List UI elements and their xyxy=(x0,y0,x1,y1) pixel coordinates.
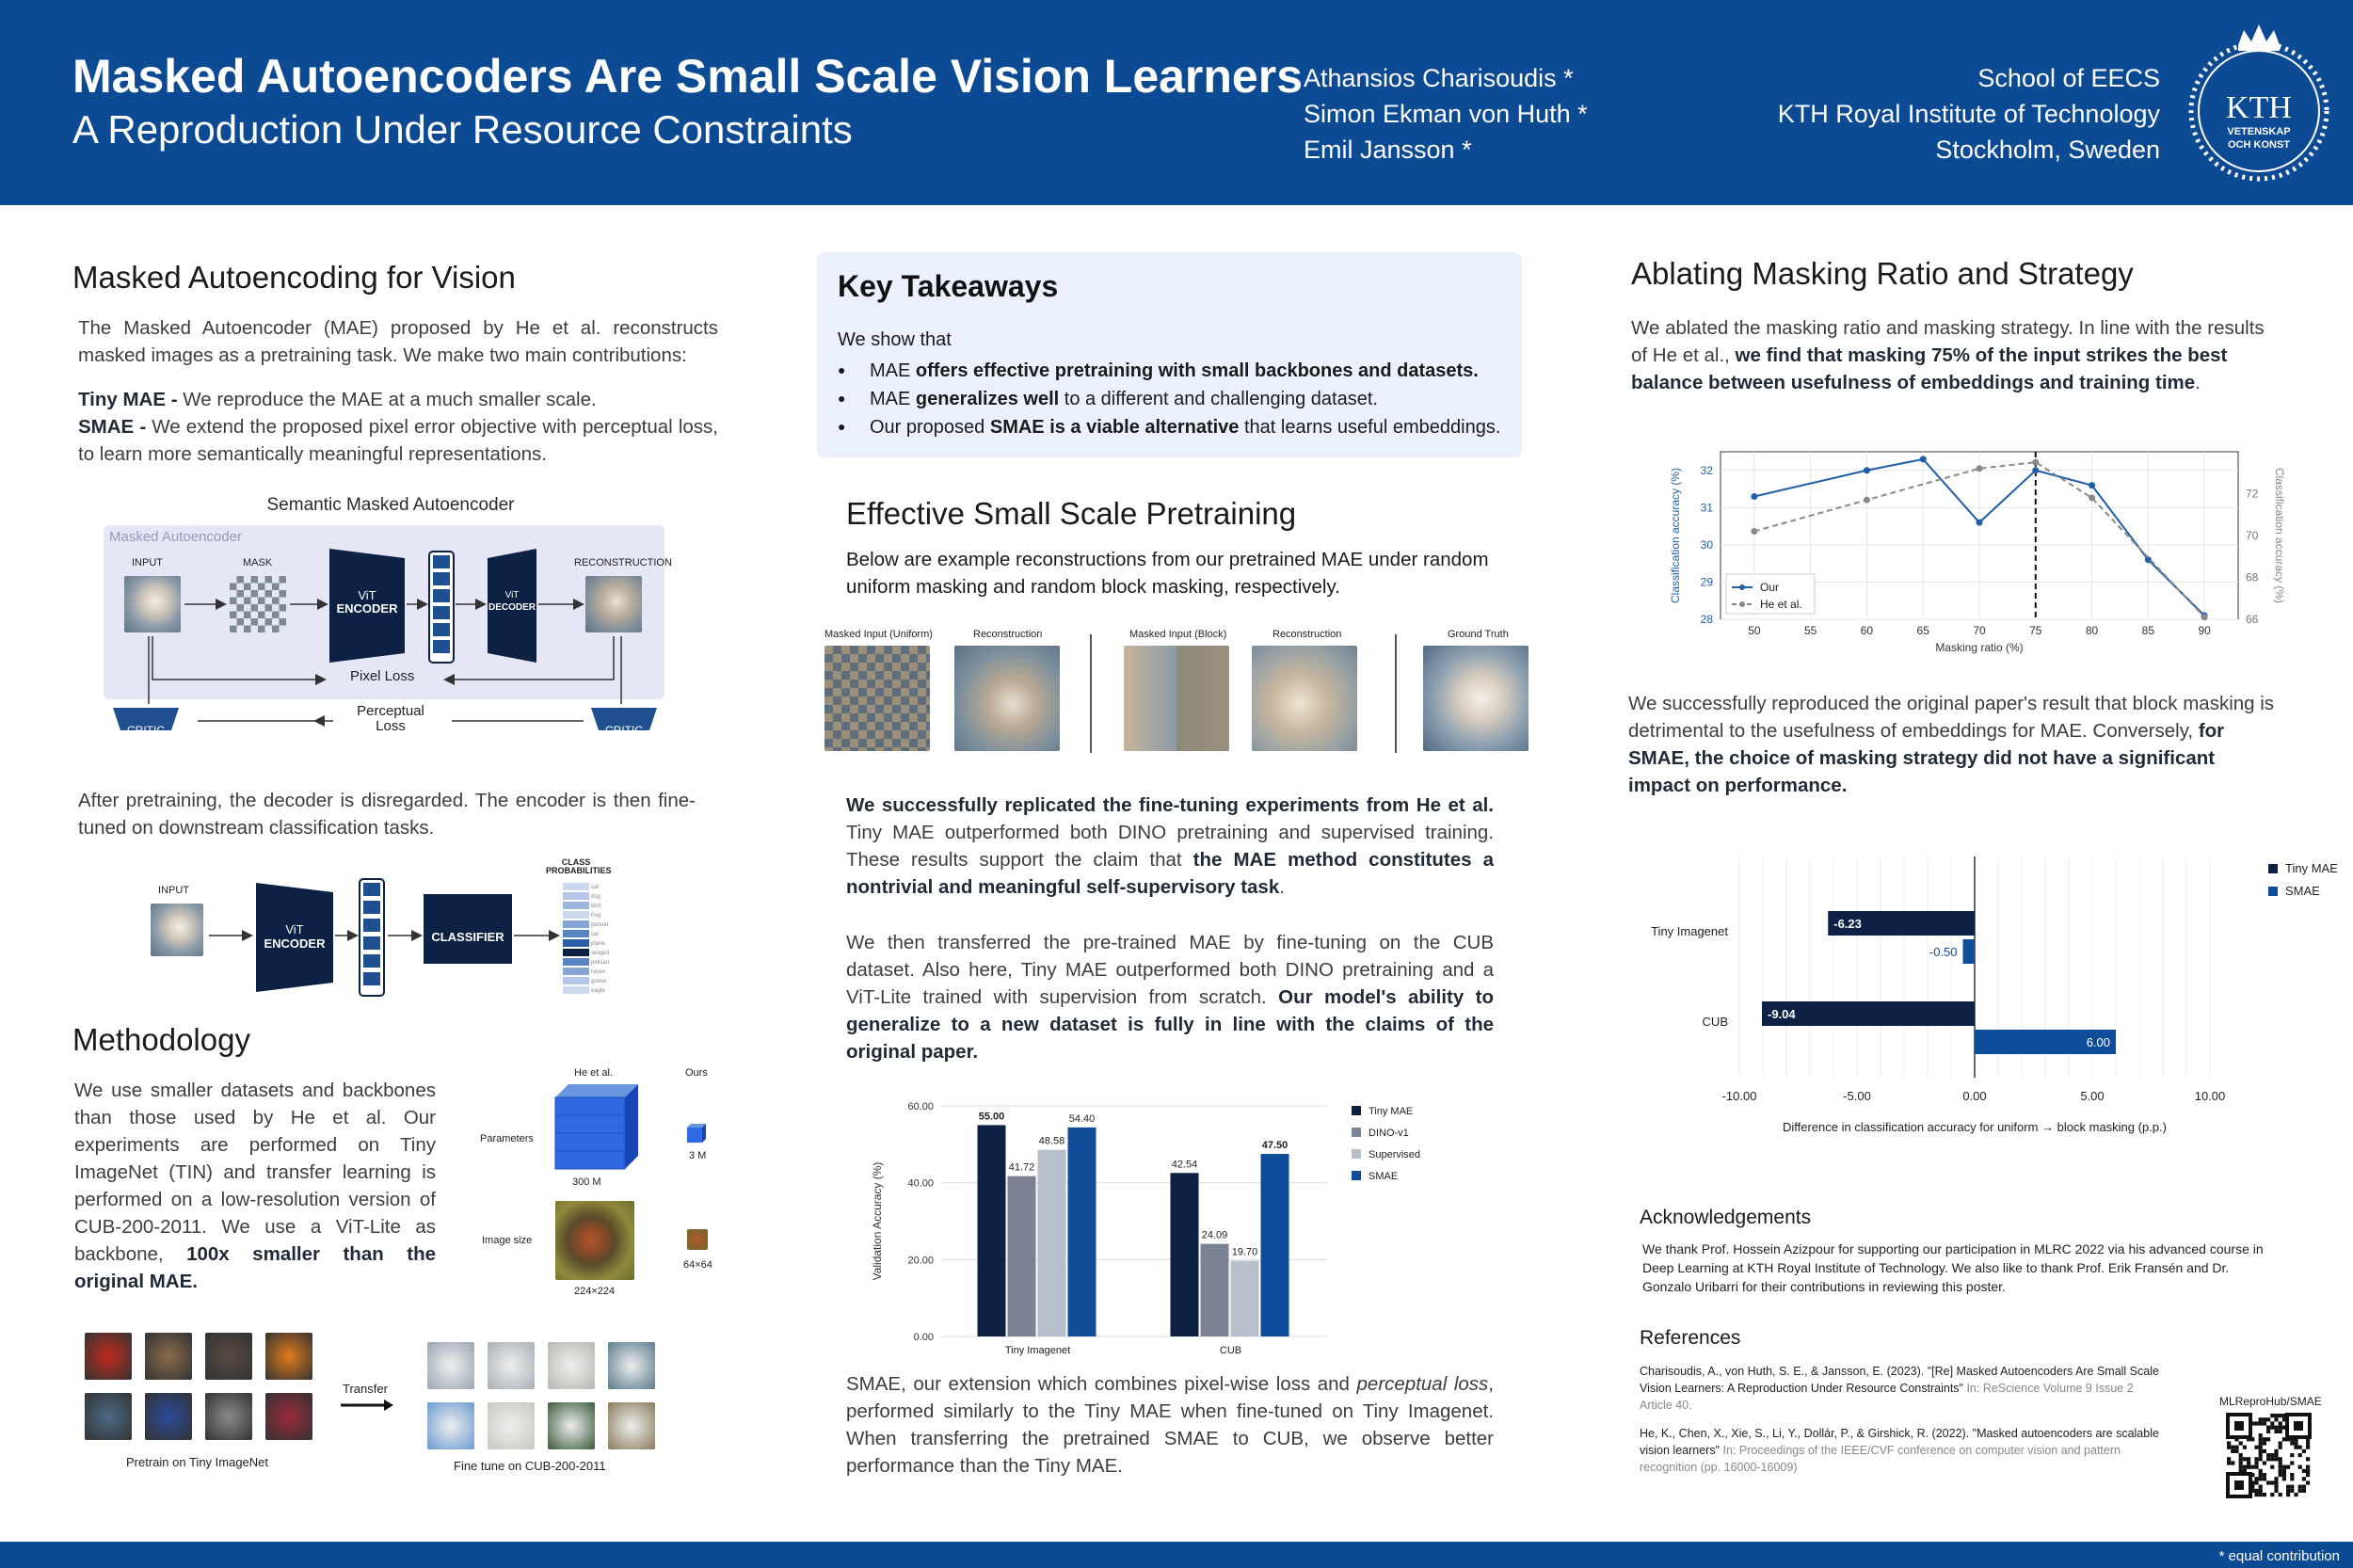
cub-thumbnail xyxy=(608,1402,655,1449)
pretrain-caption: Pretrain on Tiny ImageNet xyxy=(126,1455,269,1469)
contribution-item: Tiny MAE - We reproduce the MAE at a much smaller scale. xyxy=(78,389,597,410)
y-tick-label: 31 xyxy=(1700,501,1713,515)
perceptual-loss-label: Perceptual Loss xyxy=(357,703,424,734)
ablation-paragraph: We ablated the masking ratio and masking strategy. In line with the results of He et al., we find that masking 75% of the input strikes the best balance between usefulness of embeddings and training time. xyxy=(1631,317,2265,393)
class-name: frog xyxy=(591,913,601,919)
reconstruction-image xyxy=(954,646,1060,751)
contribution-name: Tiny MAE - xyxy=(78,389,178,410)
validation-accuracy-chart xyxy=(866,1092,1468,1365)
x-tick-label: -5.00 xyxy=(1843,1089,1871,1103)
data-label: 55.00 xyxy=(978,1111,1005,1123)
data-label: 19.70 xyxy=(1231,1246,1258,1258)
bar xyxy=(1201,1244,1229,1336)
large-bird-image xyxy=(555,1201,634,1280)
cub-thumbnail xyxy=(488,1342,535,1389)
recon-intro: Below are example reconstructions from our pretrained MAE under random uniform masking and random block masking, respectively. xyxy=(846,549,1489,598)
class-name: seagull xyxy=(591,951,610,956)
smae-diagram xyxy=(104,495,678,749)
replication-paragraph: We successfully replicated the fine-tuning experiments from He et al. Tiny MAE outperformed both DINO pretraining and supervised training. These results support the claim that the MAE method constitutes a nontrivial and meaningful self-supervisory task. xyxy=(846,794,1494,898)
class-list xyxy=(591,883,609,996)
critic-label: CRITIC xyxy=(127,724,165,737)
y-tick-label: 20.00 xyxy=(907,1255,934,1267)
diagram-title: Semantic Masked Autoencoder xyxy=(266,495,515,515)
class-name: car xyxy=(591,932,600,937)
masking-difference-chart xyxy=(1619,852,2338,1144)
x-tick-label: 70 xyxy=(1973,624,1986,637)
divider xyxy=(1090,634,1092,753)
cub-thumbnail xyxy=(427,1342,474,1389)
pixel-loss-label: Pixel Loss xyxy=(344,668,420,684)
finetune-caption: Fine tune on CUB-200-2011 xyxy=(454,1459,606,1473)
affiliation-line: Stockholm, Sweden xyxy=(1935,136,2160,164)
bar xyxy=(1068,1128,1096,1336)
data-point xyxy=(2032,459,2039,466)
logo-line: VETENSKAP xyxy=(2227,126,2291,137)
class-prob-label: CLASS PROBABILITIES xyxy=(546,857,612,875)
reconstruction-label: RECONSTRUCTION xyxy=(574,557,672,568)
mask-label: MASK xyxy=(243,557,273,568)
recon-label: Ground Truth xyxy=(1448,629,1509,640)
key-item: ● MAE offers effective pretraining with small backbones and datasets. xyxy=(838,357,1500,385)
x-tick-label: 55 xyxy=(1803,624,1817,637)
recon-label: Masked Input (Uniform) xyxy=(824,629,933,640)
y-tick-label: 60.00 xyxy=(907,1101,934,1112)
class-name: bird xyxy=(591,904,601,909)
masking-ratio-chart xyxy=(1647,444,2286,661)
x-tick-label: 60 xyxy=(1860,624,1874,637)
poster-title: Masked Autoencoders Are Small Scale Vision Learners xyxy=(72,50,1304,103)
legend-marker xyxy=(1739,601,1745,607)
block-masking-paragraph: We successfully reproduced the original paper's result that block masking is detrimental to the usefulness of embeddings for MAE. Conversely, for SMAE, the choice of masking strategy did not have a significant impact on performance. xyxy=(1628,693,2275,796)
data-label: 41.72 xyxy=(1008,1161,1035,1174)
affiliation-line: School of EECS xyxy=(1977,64,2160,92)
key-takeaways-box xyxy=(817,252,1522,457)
legend-label: Tiny MAE xyxy=(1369,1106,1414,1117)
data-label: 6.00 xyxy=(2086,1035,2110,1049)
tin-thumbnail xyxy=(85,1393,132,1440)
section-heading: Effective Small Scale Pretraining xyxy=(846,496,1297,531)
bar xyxy=(1231,1261,1259,1336)
y-tick-label: Tiny Imagenet xyxy=(1651,924,1728,938)
legend-label: Our xyxy=(1760,581,1780,594)
y-tick-label: 40.00 xyxy=(907,1177,934,1190)
data-point xyxy=(1751,493,1757,500)
size-value: 224×224 xyxy=(574,1286,616,1297)
x-tick-label: 5.00 xyxy=(2080,1089,2105,1103)
contribution-list xyxy=(78,386,718,468)
legend-label: He et al. xyxy=(1760,598,1802,611)
col-label: He et al. xyxy=(574,1067,613,1079)
ground-truth-image xyxy=(1423,646,1529,751)
class-name: eagle xyxy=(591,988,605,994)
finetune-shapes xyxy=(141,856,668,998)
small-bird-image xyxy=(687,1229,708,1250)
tin-thumbnail xyxy=(145,1393,192,1440)
author: Athansios Charisoudis * xyxy=(1304,64,1574,92)
acknowledgements-heading: Acknowledgements xyxy=(1640,1207,1812,1228)
transfer-graphic xyxy=(85,1333,687,1474)
x-tick-label: Tiny Imagenet xyxy=(1004,1345,1071,1356)
affiliation xyxy=(1778,60,2160,168)
footer: * equal contribution xyxy=(0,1542,2353,1568)
data-label: -0.50 xyxy=(1929,945,1958,959)
row-label: Parameters xyxy=(480,1133,534,1144)
class-name: dog xyxy=(591,894,601,900)
tin-thumbnail xyxy=(85,1333,132,1380)
x-axis-label: Masking ratio (%) xyxy=(1935,641,2024,654)
bar xyxy=(978,1125,1006,1336)
section-heading: Masked Autoencoding for Vision xyxy=(72,260,516,295)
input-label: INPUT xyxy=(132,557,163,568)
x-axis-label: Difference in classification accuracy for uniform → block masking (p.p.) xyxy=(1783,1120,2167,1134)
recon-label: Reconstruction xyxy=(1273,629,1342,640)
bar xyxy=(1008,1176,1036,1336)
smae-paragraph: SMAE, our extension which combines pixel-wise loss and perceptual loss, performed similarly to the Tiny MAE when fine-tuned on Tiny Imagenet. When transferring the pretrained SMAE to CUB, we observe better performance than the Tiny MAE. xyxy=(846,1373,1494,1477)
poster-header xyxy=(0,0,2353,205)
x-tick-label: 90 xyxy=(2198,624,2211,637)
legend-swatch xyxy=(2268,887,2278,896)
y-tick-label: 28 xyxy=(1700,613,1713,626)
tin-thumbnail xyxy=(205,1333,252,1380)
data-label: 42.54 xyxy=(1171,1159,1198,1171)
data-point xyxy=(1751,528,1757,535)
contribution-name: SMAE - xyxy=(78,416,147,438)
x-tick-label: -10.00 xyxy=(1721,1089,1757,1103)
legend-label: DINO-v1 xyxy=(1369,1128,1409,1139)
bar xyxy=(1261,1154,1289,1336)
x-tick-label: 10.00 xyxy=(2194,1089,2226,1103)
data-label: -6.23 xyxy=(1833,917,1862,931)
data-point xyxy=(1864,467,1870,473)
cub-thumbnail xyxy=(548,1342,595,1389)
encoder-block: ViT ENCODER xyxy=(264,922,326,951)
legend-swatch xyxy=(1352,1128,1361,1137)
transfer-arrow xyxy=(339,1399,395,1412)
legend-swatch xyxy=(1352,1149,1361,1159)
x-tick-label: 85 xyxy=(2141,624,2155,637)
class-name: goose xyxy=(591,979,607,984)
bar xyxy=(1963,939,1976,964)
decoder-block: ViT DECODER xyxy=(488,590,536,613)
tin-thumbnail xyxy=(265,1393,312,1440)
bar xyxy=(1171,1173,1199,1336)
data-point xyxy=(1977,465,1983,472)
legend-marker xyxy=(1739,584,1745,590)
x-tick-label: 65 xyxy=(1916,624,1929,637)
critic-label: CRITIC xyxy=(605,724,643,737)
tin-thumbnail xyxy=(265,1333,312,1380)
data-label: -9.04 xyxy=(1768,1007,1796,1021)
references-heading: References xyxy=(1640,1327,1741,1349)
data-point xyxy=(2145,556,2152,563)
y2-tick-label: 70 xyxy=(2246,529,2259,542)
qr-caption: MLReproHub/SMAE xyxy=(2219,1395,2322,1408)
class-name: pelican xyxy=(591,960,610,966)
y2-axis-label: Classification accuracy (%) xyxy=(2273,467,2286,604)
key-takeaways-title: Key Takeaways xyxy=(838,269,1059,303)
x-tick-label: 50 xyxy=(1748,624,1761,637)
masked-block-image xyxy=(1124,646,1229,751)
recon-label: Reconstruction xyxy=(973,629,1043,640)
data-label: 48.58 xyxy=(1038,1135,1065,1147)
key-item: ● MAE generalizes well to a different and challenging dataset. xyxy=(838,385,1500,413)
key-intro: We show that xyxy=(838,329,952,350)
y-axis-label: Validation Accuracy (%) xyxy=(871,1161,884,1281)
legend-label: SMAE xyxy=(1369,1171,1399,1182)
cub-thumbnail xyxy=(608,1342,655,1389)
data-point xyxy=(2089,494,2095,501)
encoder-block: ViT ENCODER xyxy=(336,588,398,616)
y-tick-label: 32 xyxy=(1700,463,1713,477)
legend-swatch xyxy=(1352,1171,1361,1180)
class-name: person xyxy=(591,922,609,928)
class-name: plane xyxy=(591,941,605,947)
logo-line: OCH KONST xyxy=(2228,139,2290,151)
tin-thumbnail xyxy=(145,1333,192,1380)
legend-label: Supervised xyxy=(1369,1149,1421,1160)
data-point xyxy=(1977,520,1983,526)
data-label: 47.50 xyxy=(1261,1140,1289,1152)
data-point xyxy=(1920,456,1927,462)
author: Simon Ekman von Huth * xyxy=(1304,100,1588,128)
logo-main-text: KTH xyxy=(2226,90,2292,125)
tin-thumbnail xyxy=(205,1393,252,1440)
class-name: raven xyxy=(591,969,606,975)
recon-label: Masked Input (Block) xyxy=(1129,629,1227,640)
cub-thumbnail xyxy=(427,1402,474,1449)
transfer-paragraph: We then transferred the pre-trained MAE by fine-tuning on the CUB dataset. Also here, Tiny MAE outperformed both DINO pretraining and a ViT-Lite trained with supervision from scratch. Our model's ability to generalize to a new dataset is fully in line with the claims of the original paper. xyxy=(846,932,1494,1063)
y-tick-label: 30 xyxy=(1700,537,1713,552)
x-tick-label: 0.00 xyxy=(1962,1089,1987,1103)
key-item: ● Our proposed SMAE is a viable alternative that learns useful embeddings. xyxy=(838,413,1500,441)
reference-1: Charisoudis, A., von Huth, S. E., & Jansson, E. (2023). "[Re] Masked Autoencoders Are Small Scale Vision Learners: A Reproduction Under Resource Constraints" In: ReScience Volume 9 Issue 2 Article 40. xyxy=(1640,1365,2159,1412)
param-value: 3 M xyxy=(689,1150,707,1161)
qr-code[interactable] xyxy=(2227,1414,2312,1498)
y-tick-label: 0.00 xyxy=(913,1332,934,1343)
reconstruction-figure xyxy=(819,625,1534,757)
y-tick-label: CUB xyxy=(1702,1015,1728,1029)
row-label: Image size xyxy=(482,1235,533,1246)
data-point xyxy=(2201,614,2208,620)
divider xyxy=(1395,634,1397,753)
scale-comparison xyxy=(471,1064,725,1299)
y2-tick-label: 72 xyxy=(2246,487,2259,501)
data-point xyxy=(2032,467,2039,473)
input-label: INPUT xyxy=(158,885,189,896)
data-label: 24.09 xyxy=(1201,1229,1228,1241)
masked-uniform-image xyxy=(824,646,930,751)
method-paragraph: We use smaller datasets and backbones than those used by He et al. Our experiments are performed on Tiny ImageNet (TIN) and transfer learning is performed on a low-resolution version of CUB-200-2011. We use a ViT-Lite as backbone, 100x smaller than the original MAE. xyxy=(74,1080,436,1292)
reconstruction-image xyxy=(1252,646,1357,751)
reference-2: He, K., Chen, X., Xie, S., Li, Y., Dollár, P., & Girshick, R. (2022). "Masked autoencoders are scalable vision learners" In: Proceedings of the IEEE/CVF conference on computer vision and pattern recognition (pp. 16000-16009) xyxy=(1640,1427,2159,1474)
classifier-block: CLASSIFIER xyxy=(431,930,504,944)
section-heading: Ablating Masking Ratio and Strategy xyxy=(1631,256,2134,291)
section-heading: Methodology xyxy=(72,1022,250,1057)
y2-tick-label: 66 xyxy=(2246,613,2259,626)
data-point xyxy=(2089,482,2095,488)
acknowledgements-text: We thank Prof. Hossein Azizpour for supporting our participation in MLRC 2022 via his advanced course in Deep Learning at KTH Royal Institute of Technology. We also like to thank Prof. Erik Fransén and Dr. Gonzalo Uribarri for their contributions in reviewing this poster. xyxy=(1642,1241,2264,1294)
transfer-label: Transfer xyxy=(343,1382,388,1396)
param-value: 300 M xyxy=(572,1176,601,1188)
cub-thumbnail xyxy=(488,1402,535,1449)
x-tick-label: 80 xyxy=(2085,624,2099,637)
data-label: 54.40 xyxy=(1068,1112,1096,1125)
affiliation-line: KTH Royal Institute of Technology xyxy=(1777,100,2160,128)
author: Emil Jansson * xyxy=(1304,136,1472,164)
legend-label: SMAE xyxy=(2285,884,2320,898)
legend-swatch xyxy=(1352,1106,1361,1115)
size-value: 64×64 xyxy=(683,1259,712,1271)
legend-swatch xyxy=(2268,864,2278,873)
finetune-paragraph: After pretraining, the decoder is disregarded. The encoder is then fine-tuned on downstream classification tasks. xyxy=(78,790,696,839)
bar xyxy=(1038,1150,1066,1336)
x-tick-label: 75 xyxy=(2029,624,2042,637)
y-tick-label: 29 xyxy=(1700,575,1713,589)
cub-thumbnail xyxy=(548,1402,595,1449)
key-list xyxy=(838,357,1500,441)
class-name: cat xyxy=(591,885,600,890)
mae-box-title: Masked Autoencoder xyxy=(109,529,242,545)
y2-tick-label: 68 xyxy=(2246,570,2259,584)
x-tick-label: CUB xyxy=(1219,1345,1242,1356)
poster-subtitle: A Reproduction Under Resource Constraints xyxy=(72,107,853,152)
legend-label: Tiny MAE xyxy=(2285,861,2338,875)
kth-logo xyxy=(2184,17,2334,186)
finetune-diagram xyxy=(141,856,668,998)
y-axis-label: Classification accuracy (%) xyxy=(1669,467,1682,604)
author-list xyxy=(1304,60,1588,168)
col-label: Ours xyxy=(685,1067,708,1079)
intro-paragraph: The Masked Autoencoder (MAE) proposed by He et al. reconstructs masked images as a pretraining task. We make two main contributions: xyxy=(78,317,718,366)
data-point xyxy=(1864,497,1870,504)
contribution-item: SMAE - We extend the proposed pixel error objective with perceptual loss, to learn more semantically meaningful representations. xyxy=(78,416,719,465)
